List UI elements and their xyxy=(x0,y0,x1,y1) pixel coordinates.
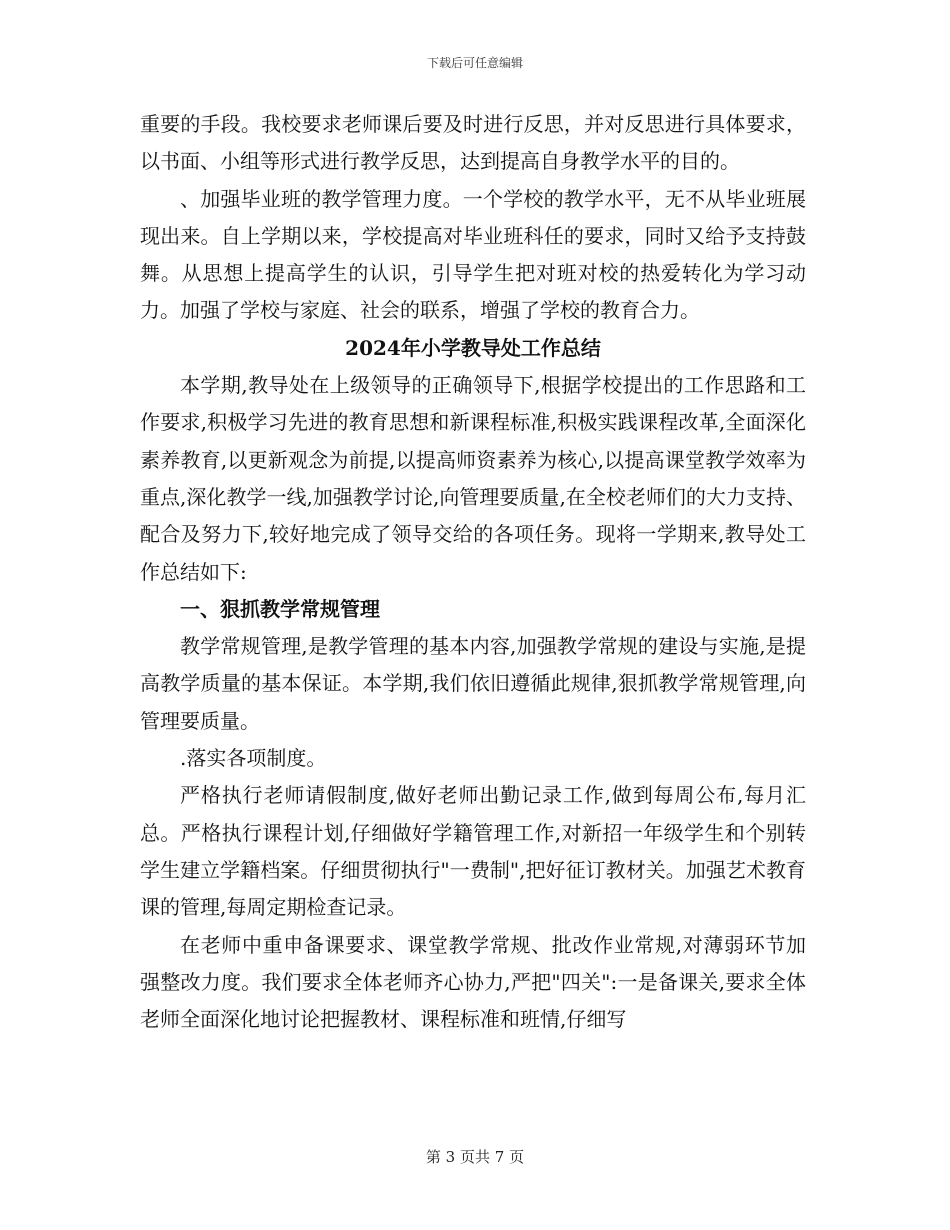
paragraph-5: .落实各项制度。 xyxy=(180,746,327,771)
paragraph-2: 、加强毕业班的教学管理力度。一个学校的教学水平，无不从毕业班展现出来。自上学期以来，学校提高对毕业班科任的要求，同时又给予支持鼓舞。从思想上提高学生的认识，引导学生把对班对校的热爱转化为学习动力。加强了学校与家庭、社会的联系，增强了学校的教育合力。 xyxy=(140,186,806,323)
subheading-1: 一、狠抓教学常规管理 xyxy=(180,596,380,621)
paragraph-3: 本学期,教导处在上级领导的正确领导下,根据学校提出的工作思路和工作要求,积极学习先进的教育思想和新课程标准,积极实践课程改革,全面深化素养教育,以更新观念为前提,以提高师资素养为核心,以提高课堂教学效率为重点,深化教学一线,加强教学讨论,向管理要质量,在全校老师们的大力支持、配合及努力下,较好地完成了领导交给的各项任务。现将一学期来,教导处工作总结如下: xyxy=(140,373,806,584)
paragraph-6: 严格执行老师请假制度,做好老师出勤记录工作,做到每周公布,每月汇总。严格执行课程计划,仔细做好学籍管理工作,对新招一年级学生和个别转学生建立学籍档案。仔细贯彻执行"一费制",把好征订教材关。加强艺术教育课的管理,每周定期检查记录。 xyxy=(140,783,806,920)
paragraph-4: 教学常规管理,是教学管理的基本内容,加强教学常规的建设与实施,是提高教学质量的基本保证。本学期,我们依旧遵循此规律,狠抓教学常规管理,向管理要质量。 xyxy=(140,634,806,733)
document-body xyxy=(140,106,806,1038)
page-number: 第 3 页共 7 页 xyxy=(425,1148,525,1166)
paragraph-1: 重要的手段。我校要求老师课后要及时进行反思，并对反思进行具体要求，以书面、小组等形式进行教学反思，达到提高自身教学水平的目的。 xyxy=(140,112,806,174)
header-note: 下载后可任意编辑 xyxy=(426,56,523,70)
paragraph-7: 在老师中重申备课要求、课堂教学常规、批改作业常规,对薄弱环节加强整改力度。我们要求全体老师齐心协力,严把"四关":一是备课关,要求全体老师全面深化地讨论把握教材、课程标准和班情,仔细写 xyxy=(140,932,806,1032)
section-title: 2024年小学教导处工作总结 xyxy=(345,335,601,360)
